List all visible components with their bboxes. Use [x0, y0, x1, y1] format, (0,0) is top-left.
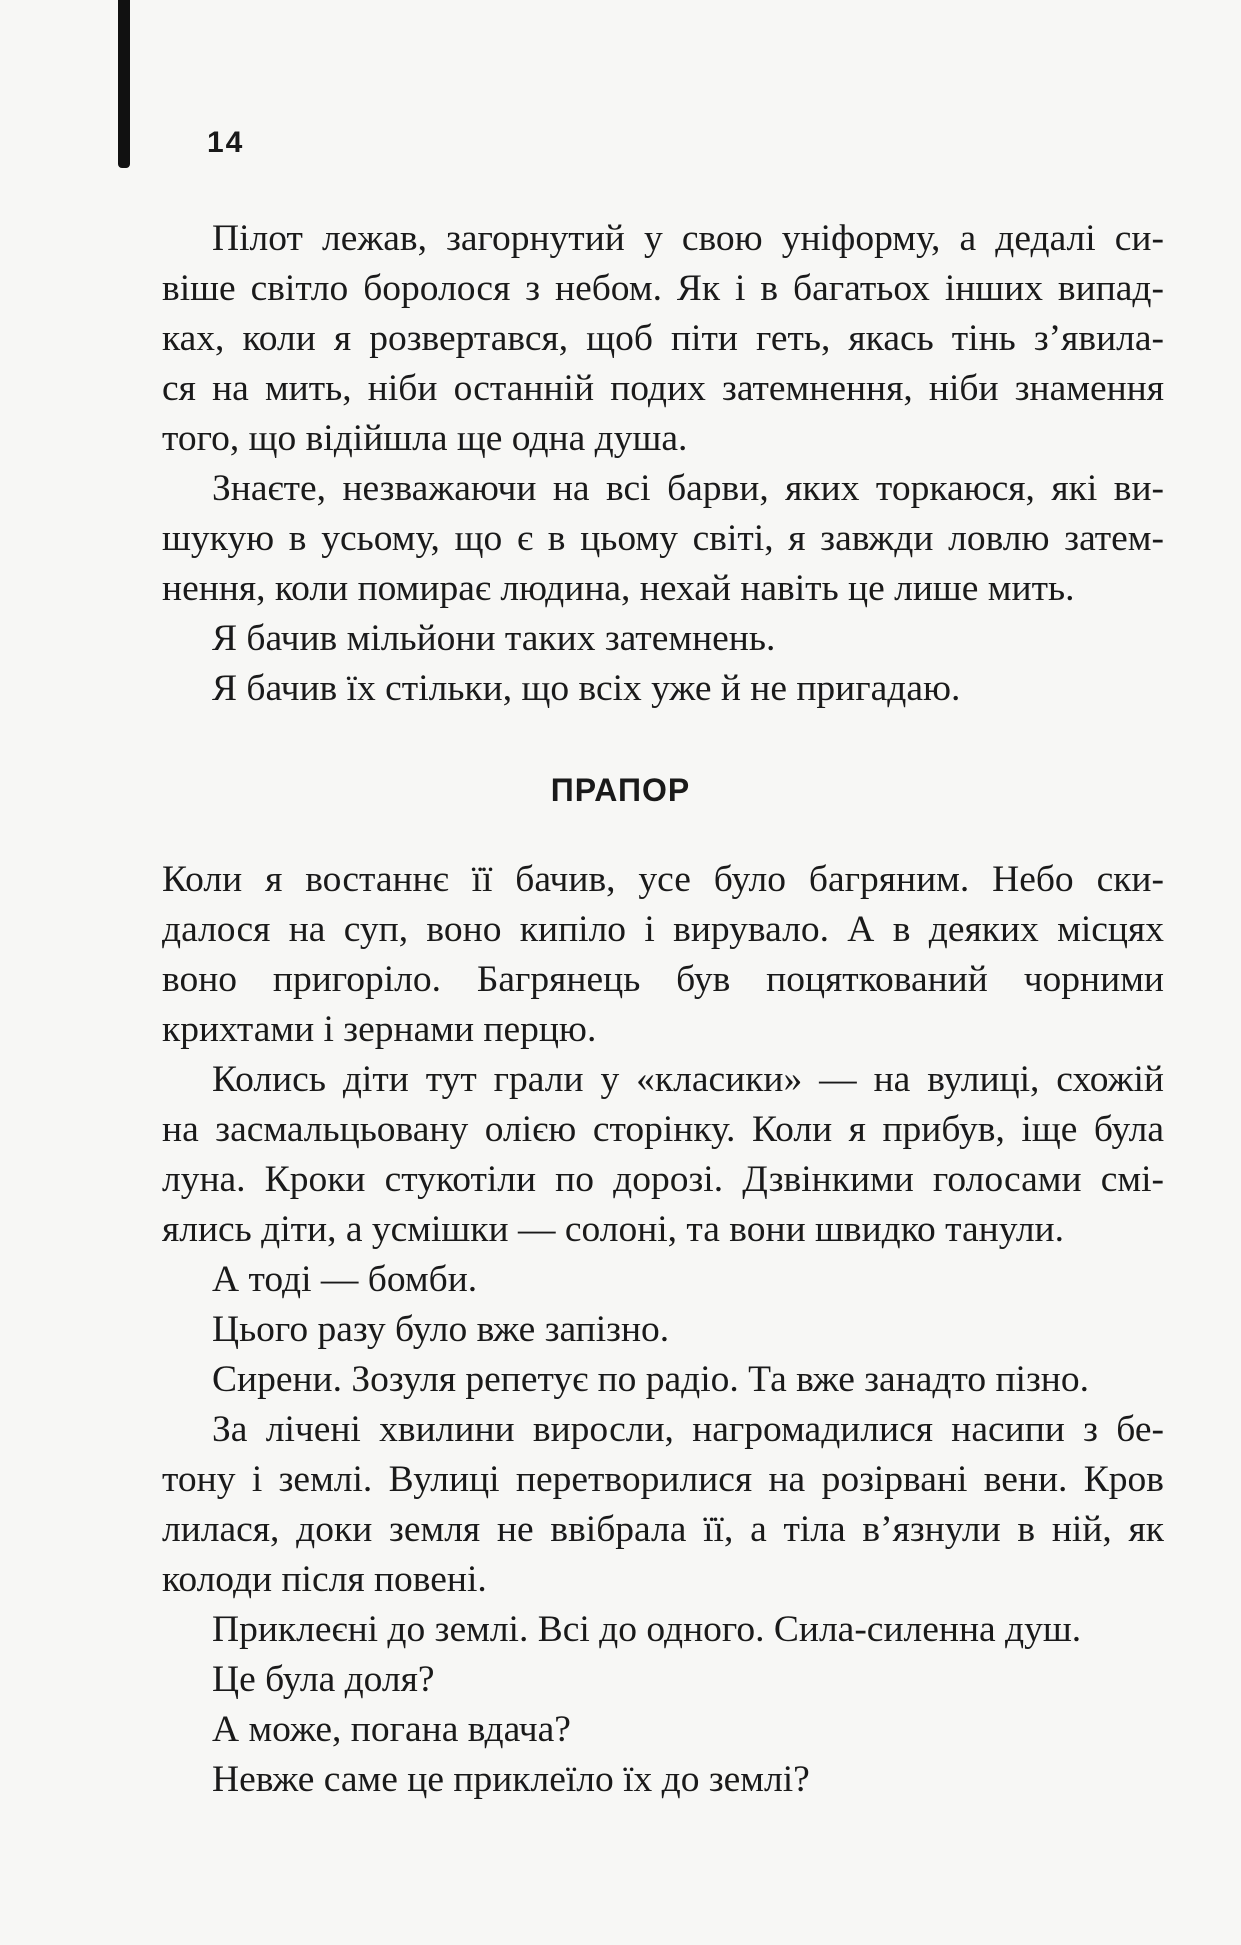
text-line: крихтами і зернами перцю. [162, 1009, 597, 1050]
text-line: нення, коли помирає людина, нехай навіть це лише мить. [162, 568, 1075, 609]
text-line: Коли я востаннє її бачив, усе було багряним. Небо ски- [162, 859, 1164, 900]
book-spine-shadow [118, 0, 130, 168]
text-line: ялись діти, а усмішки — солоні, та вони швидко танули. [162, 1209, 1064, 1250]
text-line: луна. Кроки стукотіли по дорозі. Дзвінкими голосами смі- [162, 1159, 1164, 1200]
page-number: 14 [207, 126, 245, 159]
text-line: А може, погана вдача? [212, 1709, 571, 1750]
text-line: Невже саме це приклеїло їх до землі? [212, 1759, 810, 1800]
text-line: Пілот лежав, загорнутий у свою уніформу, а дедалі си- [212, 218, 1164, 259]
text-line: За лічені хвилини виросли, нагромадилися насипи з бе- [212, 1409, 1164, 1450]
text-line: тону і землі. Вулиці перетворилися на розірвані вени. Кров [162, 1459, 1164, 1500]
text-block-intro [162, 214, 1164, 714]
text-line: Колись діти тут грали у «класики» — на вулиці, схожій [212, 1059, 1164, 1100]
text-line: далося на суп, воно кипіло і вирувало. А в деяких місцях [162, 909, 1164, 950]
text-line: Це була доля? [212, 1659, 435, 1700]
text-line: Я бачив мільйони таких затемнень. [212, 618, 776, 659]
text-line: ках, коли я розвертався, щоб піти геть, якась тінь з’явила- [162, 318, 1164, 359]
text-line: воно пригоріло. Багрянець був поцяткований чорними [162, 959, 1164, 1000]
text-line: А тоді — бомби. [212, 1259, 478, 1300]
text-line: Знаєте, незважаючи на всі барви, яких торкаюся, які ви- [212, 468, 1164, 509]
text-line: Сирени. Зозуля репетує по радіо. Та вже занадто пізно. [212, 1359, 1089, 1400]
text-block-chapter [162, 855, 1164, 1805]
text-line: віше світло боролося з небом. Як і в багатьох інших випад- [162, 268, 1164, 309]
text-line: лилася, доки земля не ввібрала її, а тіла в’язнули в ній, як [162, 1509, 1164, 1550]
section-title: ПРАПОР [550, 772, 691, 808]
text-line: на засмальцьовану олією сторінку. Коли я прибув, іще була [162, 1109, 1164, 1150]
text-line: ся на мить, ніби останній подих затемнення, ніби знамення [162, 368, 1164, 409]
text-line: Цього разу було вже запізно. [212, 1309, 670, 1350]
text-line: колоди після повені. [162, 1559, 487, 1600]
text-line: того, що відійшла ще одна душа. [162, 418, 688, 459]
text-line: Приклеєні до землі. Всі до одного. Сила-силенна душ. [212, 1609, 1082, 1650]
text-line: шукую в усьому, що є в цьому світі, я завжди ловлю затем- [162, 518, 1164, 559]
text-line: Я бачив їх стільки, що всіх уже й не пригадаю. [212, 668, 961, 709]
